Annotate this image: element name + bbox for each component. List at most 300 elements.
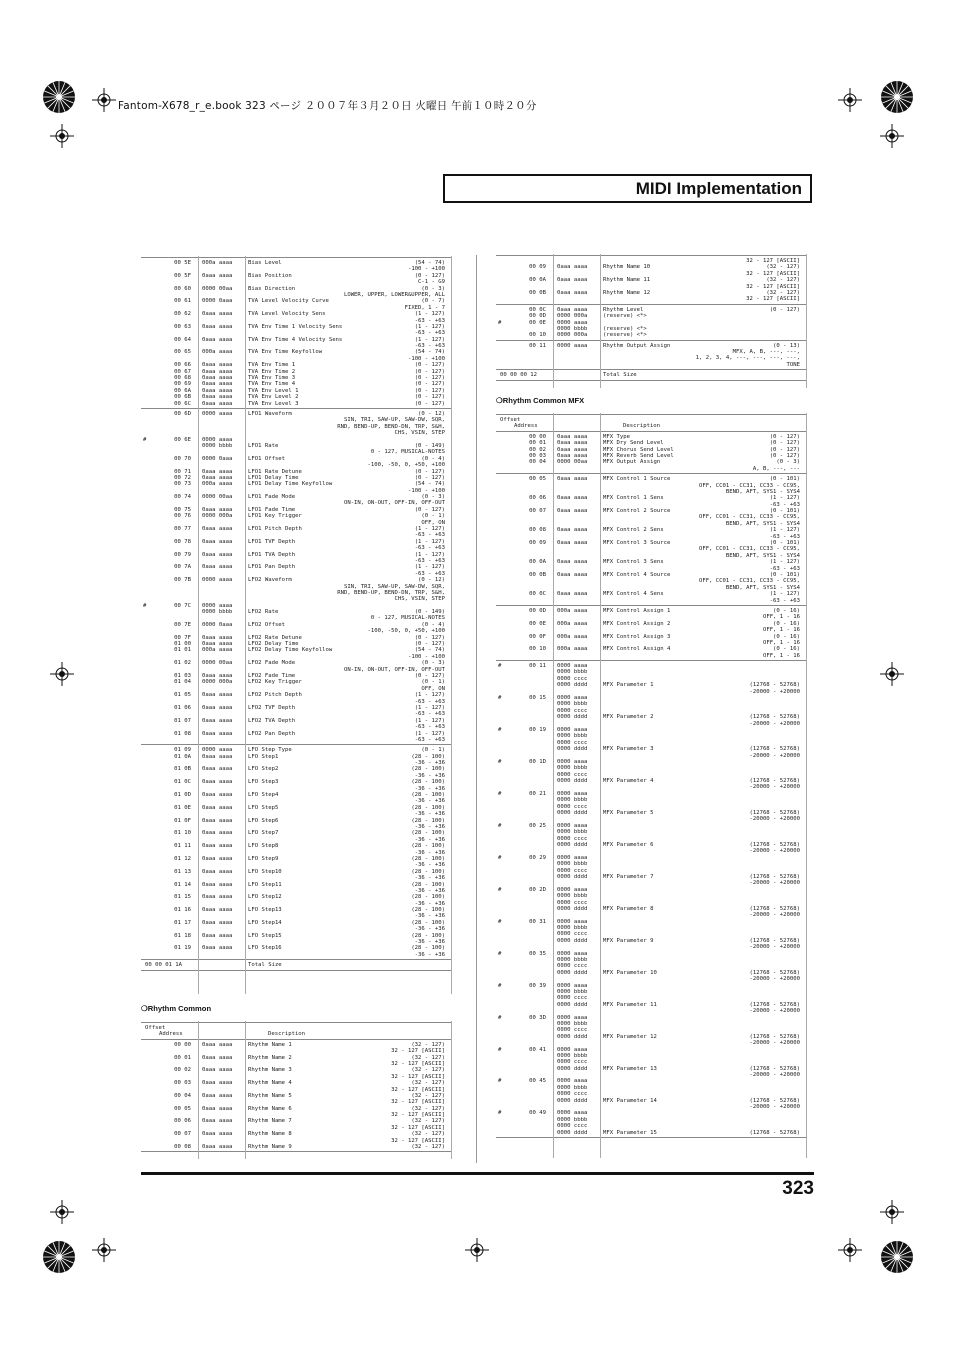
row-data-bits: 0000 aaaa	[202, 747, 233, 754]
row-value-range: RND, BEND-UP, BEND-DN, TRP, S&H,	[337, 589, 445, 596]
row-value-range: (28 - 100)	[411, 881, 445, 888]
row-address: 00 08	[174, 1144, 191, 1151]
row-description: TVA Env Time 4	[248, 381, 296, 388]
continuation-mark: #	[498, 790, 502, 797]
row-data-bits: 0aaa aaaa	[557, 559, 588, 566]
row-address: 00 21	[529, 790, 546, 797]
row-description: LFO2 Offset	[248, 621, 286, 628]
row-value-range: (1 - 127)	[769, 591, 800, 598]
continuation-mark: #	[498, 918, 502, 925]
row-address: 00 31	[529, 918, 546, 925]
row-value-range: (0 - 4)	[421, 621, 445, 628]
row-address: 00 62	[174, 311, 191, 318]
row-address: 00 79	[174, 551, 191, 558]
row-value-range: -100 - +100	[407, 266, 445, 273]
continuation-mark: #	[498, 1014, 502, 1021]
row-address: 00 01	[529, 440, 546, 447]
row-value-range: (0 - 16)	[773, 633, 800, 640]
page-number: 323	[782, 1178, 814, 1199]
row-data-bits: 0aaa aaaa	[202, 336, 233, 343]
row-value-range: (28 - 100)	[411, 868, 445, 875]
table-rule	[496, 660, 807, 661]
row-description: TVA Env Time 1	[248, 362, 296, 369]
row-data-bits: 0aaa aaaa	[557, 277, 588, 284]
row-value-range: -63 - +63	[414, 317, 445, 324]
row-value-range: (0 - 127)	[414, 375, 445, 382]
rhythm-common-table	[141, 1021, 452, 1159]
row-value-range: -20000 - +20000	[749, 1040, 800, 1047]
row-address: 01 16	[174, 907, 191, 914]
row-value-range: (12768 - 52768)	[749, 937, 800, 944]
row-value-range: -20000 - +20000	[749, 1072, 800, 1079]
row-address: 00 05	[529, 476, 546, 483]
row-data-bits: 0aaa aaaa	[202, 692, 233, 699]
crop-target-icon	[880, 124, 904, 148]
row-address: 00 78	[174, 538, 191, 545]
registration-starburst-icon	[880, 1240, 914, 1274]
row-description: LFO Step16	[248, 945, 282, 952]
row-data-bits: 000a aaaa	[557, 646, 588, 653]
row-value-range: (0 - 127)	[414, 368, 445, 375]
row-data-bits: 0aaa aaaa	[557, 446, 588, 453]
row-value-range: (0 - 127)	[769, 452, 800, 459]
row-value-range: ON-IN, ON-OUT, OFF-IN, OFF-OUT	[343, 500, 445, 507]
row-address: 00 11	[529, 663, 546, 670]
row-description: Bias Direction	[248, 285, 296, 292]
row-value-range: (12768 - 52768)	[749, 1001, 800, 1008]
row-value-range: 32 - 127 [ASCII]	[746, 283, 800, 290]
row-data-bits: 0000 0aaa	[202, 298, 233, 305]
row-value-range: (12768 - 52768)	[749, 746, 800, 753]
row-data-bits: 0aaa aaaa	[557, 495, 588, 502]
row-data-bits: 000a aaaa	[202, 349, 233, 356]
parameter-table-left	[141, 256, 452, 994]
row-data-bits: 0000 aaaa	[202, 602, 233, 609]
row-data-bits: 0aaa aaaa	[202, 907, 233, 914]
row-address: 00 15	[529, 695, 546, 702]
row-value-range: -36 - +36	[414, 849, 445, 856]
table-rule	[496, 414, 807, 415]
row-value-range: (1 - 127)	[414, 692, 445, 699]
row-value-range: -20000 - +20000	[749, 816, 800, 823]
row-data-bits: 0aaa aaaa	[202, 817, 233, 824]
table-rule	[496, 473, 807, 474]
row-address: 00 1D	[529, 758, 546, 765]
row-data-bits: 0aaa aaaa	[202, 400, 233, 407]
row-data-bits: 0000 cccc	[557, 1059, 588, 1066]
row-data-bits: 0aaa aaaa	[557, 440, 588, 447]
row-data-bits: 0000 aaaa	[557, 1110, 588, 1117]
row-value-range: -63 - +63	[414, 698, 445, 705]
row-address: 00 39	[529, 982, 546, 989]
continuation-mark: #	[498, 982, 502, 989]
row-value-range: (1 - 127)	[414, 564, 445, 571]
row-value-range: (1 - 127)	[769, 559, 800, 566]
row-description: Rhythm Name 6	[248, 1105, 292, 1112]
continuation-mark: #	[143, 436, 147, 443]
total-size-address: 00 00 00 12	[500, 372, 538, 379]
crop-target-icon	[880, 662, 904, 686]
row-data-bits: 0aaa aaaa	[202, 506, 233, 513]
row-description: Rhythm Name 8	[248, 1131, 292, 1138]
row-description: LFO1 TVA Depth	[248, 551, 296, 558]
continuation-mark: #	[498, 1046, 502, 1053]
row-description: MFX Parameter 5	[603, 810, 654, 817]
row-data-bits: 0000 dddd	[557, 969, 588, 976]
row-address: 00 68	[174, 375, 191, 382]
row-value-range: 32 - 127 [ASCII]	[391, 1048, 445, 1055]
row-value-range: (1 - 127)	[414, 538, 445, 545]
row-data-bits: 0aaa aaaa	[202, 830, 233, 837]
row-data-bits: 0000 cccc	[557, 675, 588, 682]
row-address: 00 0B	[529, 289, 546, 296]
row-value-range: 1, 2, 3, 4, ---, ---, ---, ---,	[695, 355, 800, 362]
column-divider	[476, 255, 477, 1163]
row-value-range: -63 - +63	[414, 711, 445, 718]
continuation-mark: #	[498, 854, 502, 861]
row-description: Total Size	[603, 372, 637, 379]
row-data-bits: 0000 bbbb	[557, 893, 588, 900]
row-description: LFO Step6	[248, 817, 279, 824]
row-value-range: TONE	[786, 361, 800, 368]
row-address: 00 10	[529, 332, 546, 339]
row-data-bits: 0aaa aaaa	[202, 792, 233, 799]
row-address: 00 04	[529, 459, 546, 466]
row-address: 00 7B	[174, 577, 191, 584]
row-address: 00 6C	[174, 400, 191, 407]
row-value-range: (1 - 127)	[414, 526, 445, 533]
row-data-bits: 0000 bbbb	[557, 733, 588, 740]
row-data-bits: 0aaa aaaa	[557, 476, 588, 483]
row-data-bits: 0000 cccc	[557, 995, 588, 1002]
row-address: 01 13	[174, 868, 191, 875]
row-value-range: (0 - 127)	[769, 306, 800, 313]
row-value-range: (12768 - 52768)	[749, 1033, 800, 1040]
row-value-range: (0 - 4)	[421, 455, 445, 462]
table-row	[496, 332, 807, 338]
row-address: 01 11	[174, 843, 191, 850]
row-address: 00 00	[174, 1041, 191, 1048]
row-description: LFO Step14	[248, 919, 282, 926]
row-address: 01 04	[174, 679, 191, 686]
row-description: (reserve) <*>	[603, 325, 647, 332]
continuation-mark: #	[498, 726, 502, 733]
row-value-range: (0 - 127)	[414, 468, 445, 475]
row-value-range: (12768 - 52768)	[749, 969, 800, 976]
row-data-bits: 000a aaaa	[557, 620, 588, 627]
row-value-range: -100 - +100	[407, 355, 445, 362]
row-data-bits: 0000 cccc	[557, 707, 588, 714]
row-data-bits: 0000 000a	[202, 513, 233, 520]
row-description: (reserve) <*>	[603, 332, 647, 339]
row-data-bits: 0aaa aaaa	[202, 932, 233, 939]
row-address: 00 69	[174, 381, 191, 388]
row-data-bits: 0000 bbbb	[202, 442, 233, 449]
row-data-bits: 0aaa aaaa	[202, 779, 233, 786]
row-description: Rhythm Name 7	[248, 1118, 292, 1125]
table-header-description: Description	[268, 1031, 306, 1038]
row-description: LFO Step Type	[248, 747, 292, 754]
row-value-range: 32 - 127 [ASCII]	[746, 258, 800, 264]
row-data-bits: 0000 00aa	[557, 459, 588, 466]
continuation-mark: #	[498, 1110, 502, 1117]
row-data-bits: 0000 dddd	[557, 842, 588, 848]
row-value-range: (28 - 100)	[411, 945, 445, 952]
row-description: Rhythm Name 9	[248, 1144, 292, 1151]
row-data-bits: 0aaa aaaa	[202, 730, 233, 737]
continuation-mark: #	[498, 950, 502, 957]
crop-target-icon	[838, 88, 862, 112]
row-description: MFX Control 1 Source	[603, 476, 671, 483]
row-address: 00 0E	[529, 620, 546, 627]
row-data-bits: 0aaa aaaa	[202, 919, 233, 926]
row-value-range: -63 - +63	[414, 724, 445, 731]
crop-target-icon	[92, 1238, 116, 1262]
row-description: MFX Control Assign 1	[603, 607, 671, 614]
crop-target-icon	[465, 1238, 489, 1262]
row-data-bits: 000a aaaa	[202, 260, 233, 266]
row-address: 00 19	[529, 726, 546, 733]
row-data-bits: 0000 aaaa	[557, 950, 588, 957]
row-value-range: (1 - 127)	[414, 704, 445, 711]
row-address: 00 5E	[174, 260, 191, 266]
row-value-range: 32 - 127 [ASCII]	[746, 270, 800, 277]
row-value-range: -36 - +36	[414, 887, 445, 894]
row-value-range: (32 - 127)	[411, 1080, 445, 1087]
row-description: LFO2 Pitch Depth	[248, 692, 302, 699]
row-description: TVA Env Level 1	[248, 387, 299, 394]
row-value-range: -100 - +100	[407, 653, 445, 660]
row-value-range: -100, -50, 0, +50, +100	[367, 628, 445, 635]
row-data-bits: 0000 aaaa	[202, 436, 233, 443]
row-address: 00 49	[529, 1110, 546, 1117]
table-row	[496, 466, 807, 472]
row-value-range: (12768 - 52768)	[749, 1097, 800, 1104]
row-value-range: (0 - 127)	[414, 641, 445, 648]
row-value-range: -20000 - +20000	[749, 1104, 800, 1111]
row-value-range: (0 - 127)	[414, 400, 445, 407]
row-address: 00 61	[174, 298, 191, 305]
row-value-range: (28 - 100)	[411, 907, 445, 914]
row-address: 01 14	[174, 881, 191, 888]
total-size-address: 00 00 01 1A	[145, 962, 183, 969]
row-value-range: -20000 - +20000	[749, 688, 800, 695]
row-value-range: (0 - 12)	[418, 410, 445, 417]
table-rule	[496, 369, 807, 370]
row-value-range: -36 - +36	[414, 875, 445, 882]
row-data-bits: 0aaa aaaa	[202, 881, 233, 888]
row-value-range: BEND, AFT, SYS1 - SYS4	[725, 552, 800, 559]
row-value-range: (28 - 100)	[411, 753, 445, 760]
row-address: 00 08	[529, 527, 546, 534]
row-value-range: -36 - +36	[414, 951, 445, 958]
row-value-range: 0 - 127, MUSICAL-NOTES	[370, 449, 445, 456]
registration-starburst-icon	[42, 1240, 76, 1274]
row-address: 00 75	[174, 506, 191, 513]
row-value-range: (0 - 1)	[421, 747, 445, 754]
row-value-range: (28 - 100)	[411, 792, 445, 799]
row-description: Rhythm Name 4	[248, 1080, 292, 1087]
row-value-range: (54 - 74)	[414, 349, 445, 356]
row-description: MFX Parameter 4	[603, 778, 654, 785]
table-row	[141, 401, 452, 407]
row-value-range: (0 - 1)	[421, 513, 445, 520]
row-value-range: (0 - 127)	[414, 634, 445, 641]
continuation-mark: #	[498, 822, 502, 829]
row-address: 00 25	[529, 822, 546, 829]
row-data-bits: 0000 dddd	[557, 714, 588, 721]
continuation-mark: #	[498, 663, 502, 670]
row-value-range: 0 - 127, MUSICAL-NOTES	[370, 615, 445, 622]
row-data-bits: 0aaa aaaa	[202, 311, 233, 318]
row-value-range: (28 - 100)	[411, 894, 445, 901]
row-address: 01 00	[174, 641, 191, 648]
row-value-range: (1 - 127)	[414, 311, 445, 318]
row-data-bits: 0aaa aaaa	[202, 634, 233, 641]
table-rule	[141, 1039, 452, 1040]
row-description: MFX Control Assign 2	[603, 620, 671, 627]
row-description: MFX Dry Send Level	[603, 440, 664, 447]
row-description: LFO2 Rate	[248, 609, 279, 616]
row-value-range: (0 - 101)	[769, 508, 800, 515]
row-address: 00 63	[174, 323, 191, 330]
row-data-bits: 0000 0aaa	[202, 621, 233, 628]
row-address: 00 10	[529, 646, 546, 653]
row-data-bits: 0000 bbbb	[557, 1084, 588, 1091]
row-value-range: OFF, ON	[421, 519, 445, 526]
row-data-bits: 0000 aaaa	[202, 410, 233, 417]
row-value-range: -63 - +63	[769, 565, 800, 572]
row-value-range: (28 - 100)	[411, 855, 445, 862]
row-data-bits: 0000 dddd	[557, 746, 588, 753]
row-data-bits: 0000 aaaa	[557, 790, 588, 797]
row-data-bits: 0000 bbbb	[557, 669, 588, 676]
row-data-bits: 0000 bbbb	[557, 765, 588, 772]
table-row	[141, 1144, 452, 1150]
row-description: MFX Parameter 10	[603, 969, 657, 976]
row-data-bits: 0aaa aaaa	[202, 381, 233, 388]
row-data-bits: 0000 aaaa	[557, 822, 588, 829]
row-description: MFX Reverb Send Level	[603, 452, 674, 459]
row-description: (reserve) <*>	[603, 313, 647, 320]
table-rule	[496, 1137, 807, 1138]
row-address: 01 03	[174, 673, 191, 679]
row-address: 01 17	[174, 919, 191, 926]
row-value-range: (0 - 127)	[414, 506, 445, 513]
row-data-bits: 0aaa aaaa	[557, 264, 588, 271]
table-header-offset: Offset	[500, 417, 521, 423]
row-address: 00 5F	[174, 272, 191, 279]
row-description: LFO1 Fade Mode	[248, 494, 296, 501]
row-address: 00 01	[174, 1054, 191, 1061]
continuation-mark: #	[498, 758, 502, 765]
table-header-address: Address	[159, 1031, 183, 1038]
row-description: LFO1 Delay Time	[248, 474, 299, 481]
row-data-bits: 0000 aaaa	[557, 854, 588, 861]
row-address: 00 07	[174, 1131, 191, 1138]
row-data-bits: 0aaa aaaa	[202, 1092, 233, 1099]
row-data-bits: 0aaa aaaa	[202, 272, 233, 279]
row-address: 00 02	[174, 1067, 191, 1074]
row-address: 00 09	[529, 540, 546, 547]
row-description: MFX Chorus Send Level	[603, 446, 674, 453]
row-description: MFX Control 4 Sens	[603, 591, 664, 598]
row-data-bits: 0000 00aa	[202, 494, 233, 501]
row-value-range: (0 - 127)	[414, 673, 445, 679]
row-address: 00 03	[529, 452, 546, 459]
footer-rule	[141, 1172, 814, 1175]
row-data-bits: 0000 bbbb	[557, 861, 588, 868]
row-address: 00 66	[174, 362, 191, 369]
row-description: TVA Level Velocity Curve	[248, 298, 329, 305]
row-data-bits: 000a aaaa	[557, 633, 588, 640]
row-data-bits: 0000 aaaa	[557, 342, 588, 349]
row-data-bits: 0000 0aaa	[202, 455, 233, 462]
row-data-bits: 0000 cccc	[557, 1123, 588, 1130]
row-value-range: -36 - +36	[414, 798, 445, 805]
row-value-range: (0 - 3)	[421, 494, 445, 501]
row-address: 01 19	[174, 945, 191, 952]
row-address: 01 0B	[174, 766, 191, 773]
row-data-bits: 0aaa aaaa	[202, 1067, 233, 1074]
row-value-range: MFX, A, B, ---, ---,	[732, 349, 800, 356]
row-data-bits: 0aaa aaaa	[202, 855, 233, 862]
row-address: 00 70	[174, 455, 191, 462]
row-data-bits: 0aaa aaaa	[557, 591, 588, 598]
row-description: LFO1 Fade Time	[248, 506, 296, 513]
row-address: 00 29	[529, 854, 546, 861]
row-data-bits: 0aaa aaaa	[202, 564, 233, 571]
row-address: 00 0D	[529, 313, 546, 320]
row-value-range: (1 - 127)	[769, 527, 800, 534]
table-row	[141, 962, 452, 968]
row-description: TVA Env Level 3	[248, 400, 299, 407]
row-description: LFO1 Pan Depth	[248, 564, 296, 571]
row-value-range: -20000 - +20000	[749, 784, 800, 791]
row-address: 00 7F	[174, 634, 191, 641]
row-description: TVA Env Time 3	[248, 375, 296, 382]
table-row	[496, 1130, 807, 1136]
row-data-bits: 0000 aaaa	[557, 726, 588, 733]
row-value-range: FIXED, 1 - 7	[404, 304, 445, 311]
row-address: 00 41	[529, 1046, 546, 1053]
row-value-range: (0 - 101)	[769, 571, 800, 578]
row-value-range: OFF, 1 - 16	[762, 652, 800, 659]
row-value-range: (0 - 127)	[414, 474, 445, 481]
row-address: 00 03	[174, 1080, 191, 1087]
table-rule	[141, 959, 452, 960]
row-value-range: (28 - 100)	[411, 766, 445, 773]
row-data-bits: 0aaa aaaa	[202, 641, 233, 648]
row-data-bits: 0aaa aaaa	[202, 323, 233, 330]
row-data-bits: 0000 aaaa	[557, 918, 588, 925]
row-address: 00 76	[174, 513, 191, 520]
row-value-range: 32 - 127 [ASCII]	[391, 1124, 445, 1131]
row-description: LFO1 Key Trigger	[248, 513, 302, 520]
row-address: 00 73	[174, 481, 191, 488]
row-value-range: A, B, ---, ---	[752, 465, 800, 472]
row-value-range: (32 - 127)	[411, 1092, 445, 1099]
row-data-bits: 0000 dddd	[557, 905, 588, 912]
row-value-range: (0 - 127)	[414, 394, 445, 401]
row-data-bits: 0000 bbbb	[202, 609, 233, 616]
row-data-bits: 0aaa aaaa	[202, 753, 233, 760]
table-row	[496, 362, 807, 368]
book-file-info: Fantom-X678_r_e.book 323 ページ ２００７年３月２０日 火曜日 午前１０時２０分	[118, 100, 537, 112]
row-description: LFO2 Fade Time	[248, 673, 296, 679]
row-value-range: (0 - 127)	[414, 387, 445, 394]
row-address: 01 02	[174, 660, 191, 667]
